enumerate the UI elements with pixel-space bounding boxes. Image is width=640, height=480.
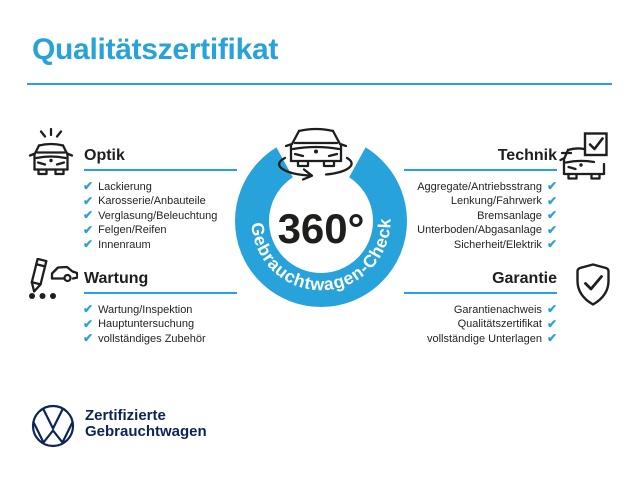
list-item bbox=[83, 333, 206, 344]
page-title: Qualitätszertifikat bbox=[32, 33, 279, 66]
item-label: Garantienachweis bbox=[453, 303, 542, 316]
item-label: Aggregate/Antriebsstrang bbox=[417, 180, 542, 193]
check-icon: ✔ bbox=[83, 208, 94, 223]
check-icon: ✔ bbox=[83, 331, 94, 346]
list-item bbox=[427, 333, 557, 344]
list-item bbox=[83, 181, 217, 192]
technik-item-list bbox=[417, 181, 557, 250]
brand-line-2: Gebrauchtwagen bbox=[85, 423, 207, 440]
check-icon: ✔ bbox=[546, 302, 557, 316]
item-label: Lackierung bbox=[98, 180, 152, 193]
check-icon: ✔ bbox=[546, 316, 557, 331]
item-label: Lenkung/Fahrwerk bbox=[450, 195, 542, 208]
brand-line-1: Zertifizierte bbox=[85, 407, 166, 424]
section-underline-optik bbox=[84, 169, 237, 171]
item-label: Felgen/Reifen bbox=[98, 224, 167, 237]
item-label: Qualitätszertifikat bbox=[457, 318, 542, 331]
title-divider bbox=[27, 83, 612, 85]
check-icon: ✔ bbox=[83, 222, 94, 237]
check-icon: ✔ bbox=[546, 331, 557, 346]
section-underline-technik bbox=[404, 169, 557, 171]
section-underline-wartung bbox=[84, 292, 237, 294]
item-label: vollständiges Zubehör bbox=[98, 332, 206, 345]
list-item bbox=[417, 210, 557, 221]
car-shine-icon bbox=[27, 127, 75, 177]
item-label: Sicherheit/Elektrik bbox=[453, 238, 542, 251]
item-label: Bremsanlage bbox=[477, 209, 542, 222]
section-label-garantie: Garantie bbox=[492, 270, 557, 287]
item-label: vollständige Unterlagen bbox=[426, 332, 542, 345]
garantie-item-list bbox=[427, 304, 557, 344]
item-label: Innenraum bbox=[98, 238, 151, 251]
check-icon: ✔ bbox=[83, 179, 94, 193]
wartung-item-list bbox=[83, 304, 206, 344]
check-icon: ✔ bbox=[83, 193, 94, 208]
item-label: Unterboden/Abgasanlage bbox=[417, 224, 542, 237]
list-item bbox=[427, 304, 557, 315]
list-item bbox=[417, 181, 557, 192]
pencil-car-checklist-icon bbox=[24, 258, 78, 304]
check-icon: ✔ bbox=[546, 179, 557, 193]
list-item bbox=[427, 316, 557, 331]
badge-center-label: 360° bbox=[277, 205, 365, 252]
item-label: Karosserie/Anbauteile bbox=[98, 195, 206, 208]
section-label-wartung: Wartung bbox=[84, 270, 149, 287]
brand-text bbox=[85, 408, 207, 440]
list-item bbox=[417, 239, 557, 250]
item-label: Wartung/Inspektion bbox=[98, 303, 193, 316]
check-icon: ✔ bbox=[83, 237, 94, 252]
check-icon: ✔ bbox=[83, 316, 94, 331]
list-item bbox=[83, 222, 217, 237]
list-item bbox=[83, 193, 217, 208]
car-checkbox-icon bbox=[559, 131, 613, 181]
shield-check-icon bbox=[573, 262, 613, 308]
item-label: Hauptuntersuchung bbox=[98, 318, 195, 331]
list-item bbox=[417, 222, 557, 237]
item-label: Verglasung/Beleuchtung bbox=[98, 209, 218, 222]
section-label-optik: Optik bbox=[84, 147, 125, 164]
vw-logo bbox=[31, 404, 75, 448]
list-item bbox=[83, 239, 217, 250]
list-item bbox=[417, 193, 557, 208]
badge-ring-label: Gebrauchtwagen-Check bbox=[247, 217, 395, 295]
check-icon: ✔ bbox=[546, 222, 557, 237]
section-underline-garantie bbox=[404, 292, 557, 294]
check-icon: ✔ bbox=[546, 193, 557, 208]
list-item bbox=[83, 304, 206, 315]
check-icon: ✔ bbox=[546, 237, 557, 252]
list-item bbox=[83, 210, 217, 221]
360-check-badge bbox=[221, 118, 421, 324]
optik-item-list bbox=[83, 181, 217, 250]
list-item bbox=[83, 316, 206, 331]
check-icon: ✔ bbox=[83, 302, 94, 316]
section-label-technik: Technik bbox=[497, 147, 557, 164]
check-icon: ✔ bbox=[546, 208, 557, 223]
